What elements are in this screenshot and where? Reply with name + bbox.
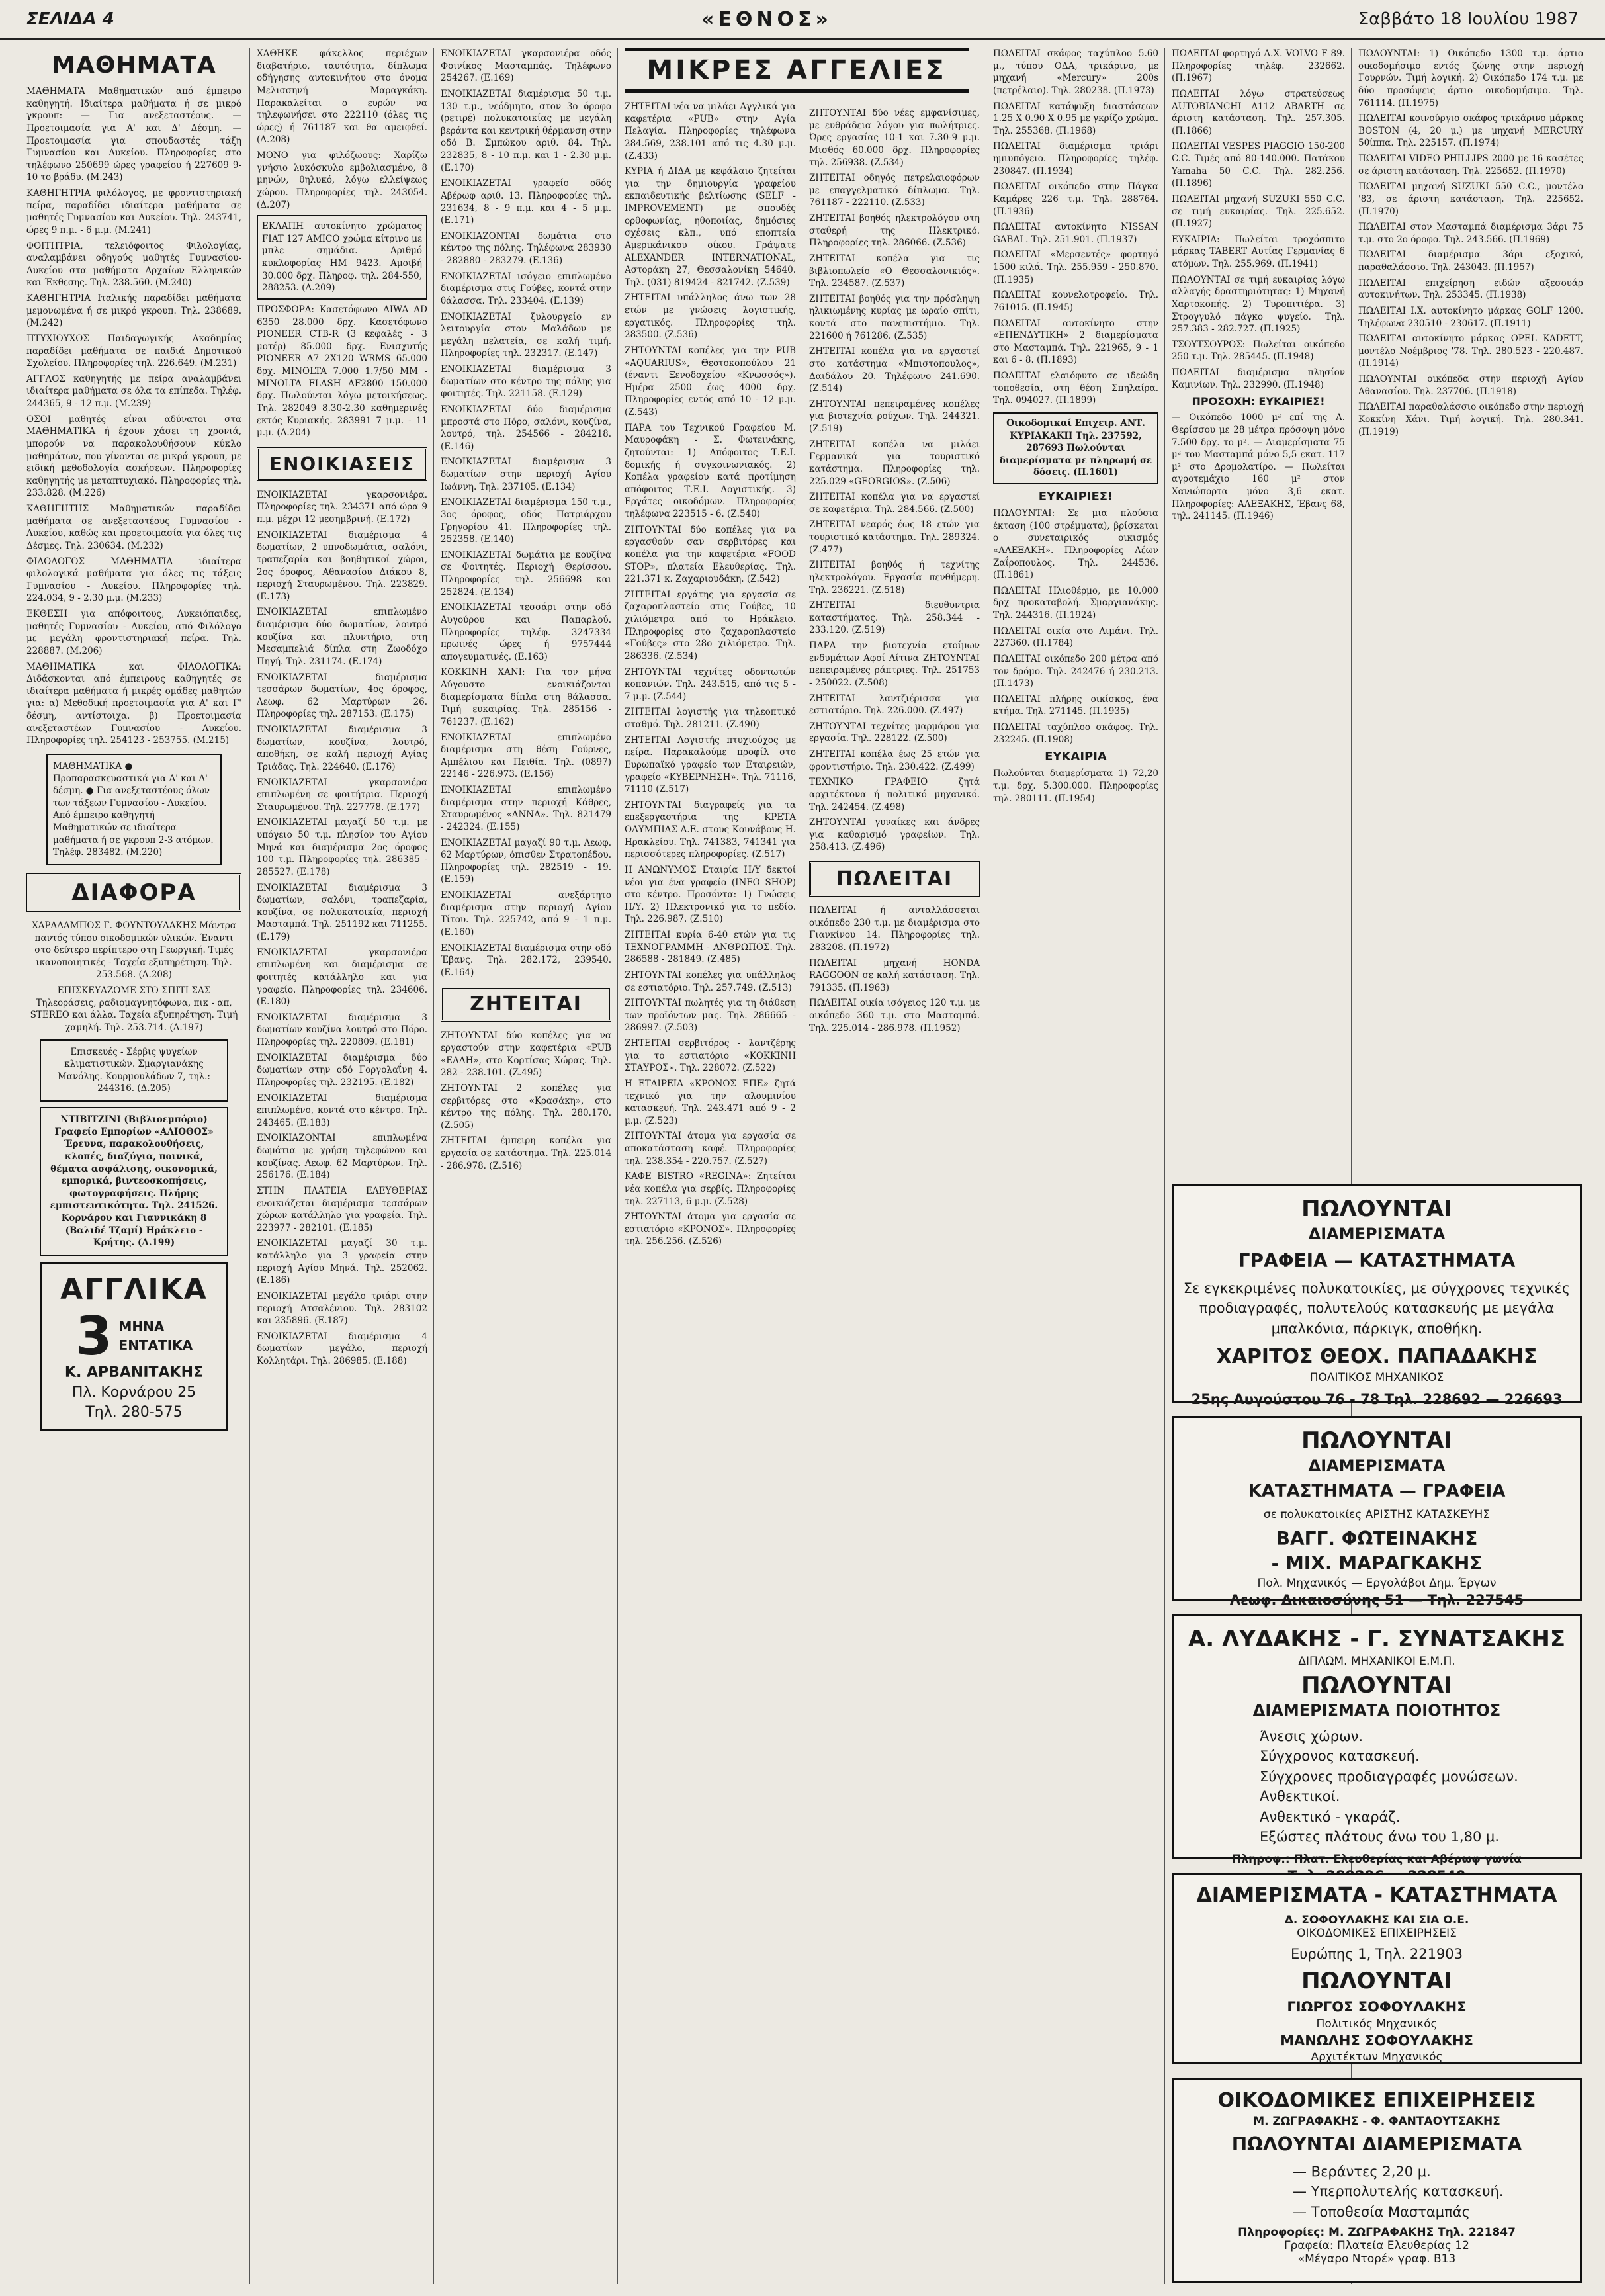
ad-agglika-phone: Τηλ. 280-575 <box>85 1404 183 1421</box>
column-5 <box>809 48 980 2284</box>
ad: ΠΩΛΕΙΤΑΙ ταχύπλοο σκάφος. Τηλ. 232245. (Π.1908) <box>993 722 1158 745</box>
ad: ΦΙΛΟΛΟΓΟΣ ΜΑΘΗΜΑΤΙΑ ιδιαίτερα φιλολογικά μαθήματα για όλες τις τάξεις Γυμνασίου - Λυκείου. Πληροφορίες τηλ. 224.034, 9 - 2.30 μ.μ. (Μ.233) <box>26 556 241 604</box>
section-title-enoikiaseis: ΕΝΟΙΚΙΑΣΕΙΣ <box>257 447 427 481</box>
column-rule <box>249 48 250 2284</box>
ad: ΚΑΘΗΓΗΤΡΙΑ Ιταλικής παραδίδει μαθήματα μεμονωμένα ή σε μικρό γκρουπ. Τηλ. 238689. (Μ.242) <box>26 293 241 329</box>
ad: ΖΗΤΕΙΤΑΙ Λογιστής πτυχιούχος με πείρα. Παρακαλούμε προφίλ στο Ευρωπαϊκό γραφείο των Εταιρειών, γραφείο «ΚΥΒΕΡΝΗΣΗ». Τηλ. 71116, 71110 (Ζ.517) <box>625 734 796 795</box>
newspaper-name: «ΕΘΝΟΣ» <box>701 8 832 31</box>
ad-heading: ΠΩΛΟΥΝΤΑΙ <box>1301 1672 1452 1699</box>
ad: ΕΝΟΙΚΙΑΖΕΤΑΙ μαγαζί 90 τ.μ. Λεωφ. 62 Μαρτύρων, όπισθεν Στρατοπέδου. Πληροφορίες τηλ. 282519 - 19. (Ε.159) <box>441 837 611 885</box>
ad: ΖΗΤΟΥΝΤΑΙ 2 κοπέλες για σερβιτόρες στο «Κρασάκη», στο κέντρο της πόλης. Τηλ. 280.170. (Ζ.505) <box>441 1082 611 1131</box>
ad: ΣΤΗΝ ΠΛΑΤΕΙΑ ΕΛΕΥΘΕΡΙΑΣ ενοικιάζεται διαμέρισμα τεσσάρων χώρων κατάλληλο για γραφεία. Τηλ. 223977 - 282101. (Ε.185) <box>257 1185 427 1233</box>
ad: ΕΝΟΙΚΙΑΖΕΤΑΙ διαμέρισμα 3 δωματίων στην περιοχή Αγίου Ιωάννη. Τηλ. 237105. (Ε.134) <box>441 457 611 492</box>
ad: ΟΣΟΙ μαθητές είναι αδύνατοι στα ΜΑΘΗΜΑΤΙΚΑ ή έχουν χάσει τη χρονιά, μπορούν να παρακολουθήσουν κύκλο μαθημάτων, που γίνονται σε μικρά γκρουπ, με ειδική μεθοδολογία ασκήσεων. Πληροφορίες καθηγητής με μεταπτυχιακό. Πληροφορίες τηλ. 233.828. (Μ.226) <box>26 414 241 499</box>
ad: ΠΩΛΕΙΤΑΙ παραθαλάσσιο οικόπεδο στην περιοχή Κοκκίνη Χάνι. Τιμή λογική. Τηλ. 280.341. (Π.1919) <box>1358 402 1583 437</box>
ad-title: ΠΟΛΙΤΙΚΟΣ ΜΗΧΑΝΙΚΟΣ <box>1309 1371 1444 1385</box>
ad: ΠΩΛΕΙΤΑΙ οικόπεδο 200 μέτρα από τον δρόμο. Τηλ. 242476 ή 230.213. (Π.1473) <box>993 653 1158 689</box>
ad-company-name: Α. ΛΥΔΑΚΗΣ - Γ. ΣΥΝΑΤΣΑΚΗΣ <box>1188 1626 1566 1652</box>
boxed-ad <box>257 215 427 300</box>
ad: ΖΗΤΟΥΝΤΑΙ γυναίκες και άνδρες για καθαρισμό γραφείων. Τηλ. 258.413. (Ζ.496) <box>809 817 980 853</box>
issue-date: Σαββάτο 18 Ιουλίου 1987 <box>1358 9 1579 29</box>
ad: ΕΝΟΙΚΙΑΖΟΝΤΑΙ επιπλωμένα δωμάτια με χρήση τηλεφώνου και κουζίνας. Λεωφ. 62 Μαρτύρων. Τηλ. 256176. (Ε.184) <box>257 1133 427 1181</box>
ad: ΠΩΛΕΙΤΑΙ διαμέρισμα 3άρι εξοχικό, παραθαλάσσιο. Τηλ. 243043. (Π.1957) <box>1358 249 1583 273</box>
boxed-ad-serbis <box>40 1039 228 1102</box>
ad: Επισκευές - Σέρβις ψυγείων κλιματιστικών. Σμαργιανάκης Μανόλης. Κουρμουλάδων 7, τηλ.: 244316. (Δ.205) <box>58 1046 210 1094</box>
section-title-diafora: ΔΙΑΦΟΡΑ <box>26 873 241 912</box>
ad: ΚΥΡΙΑ ή ΔΙΔΑ με κεφάλαιο ζητείται για την δημιουργία γραφείου εκπαιδευτικής βελτίωσης (SELF - IMPROVEMENT) με σπουδές ορθοφωνίας, ηθοποιίας, δημόσιες σχέσεις κλπ., υπό εποπτεία Αμερικάνικου οίκου. Γράψατε ALEXANDER INTERNATIONAL, Αστοράκη 27, Θεσσαλονίκη 54640. Τηλ. (031) 819424 - 821742. (Ζ.539) <box>625 166 796 288</box>
heading-eukairia: ΕΥΚΑΙΡΙΑ <box>1045 750 1107 764</box>
ad: ΠΩΛΕΙΤΑΙ λόγω στρατεύσεως AUTOBIANCHI A112 ABARTH σε άριστη κατάσταση. Τηλ. 257.305. (Π.1866) <box>1172 88 1345 136</box>
display-ad-papadakis <box>1172 1184 1582 1408</box>
column-rule <box>433 48 434 2284</box>
ad: ΠΩΛΕΙΤΑΙ ελαιόφυτο σε ιδεώδη τοποθεσία, στη θέση Σπηλαίρα. Τηλ. 094027. (Π.1899) <box>993 371 1158 406</box>
ad-heading: ΟΙΚΟΔΟΜΙΚΕΣ ΕΠΙΧΕΙΡΗΣΕΙΣ <box>1217 2089 1536 2112</box>
ad-subheading: ΠΩΛΟΥΝΤΑΙ ΔΙΑΜΕΡΙΣΜΑΤΑ <box>1231 2133 1522 2155</box>
ad: ΦΟΙΤΗΤΡΙΑ, τελειόφοιτος Φιλολογίας, αναλαμβάνει οδηγούς μαθητές Γυμνασίου-Λυκείου στα μαθήματα Αρχαίων Ελληνικών και Έκθεσης. Τηλ. 238.560. (Μ.240) <box>26 240 241 288</box>
ad: ΖΗΤΟΥΝΤΑΙ δύο κοπέλες για να εργαστούν στην καφετέρια «PUB «ΕΛΛΗ», στο Κορτίσας Χώρας. Τηλ. 282 - 238.101. (Ζ.495) <box>441 1030 611 1079</box>
ad: ΠΩΛΕΙΤΑΙ μηχανή SUZUKI 550 C.C. σε τιμή ευκαιρίας. Τηλ. 225.652. (Π.1927) <box>1172 193 1345 230</box>
ad: ΠΩΛΕΙΤΑΙ μηχανή HONDA RAGGOON σε καλή κατάσταση. Τηλ. 791335. (Π.1963) <box>809 957 980 993</box>
ad-text: Σε εγκεκριμένες πολυκατοικίες, με σύγχρονες τεχνικές προδιαγραφές, πολυτελούς κατασκευής με μεγάλα μπαλκόνια, πάρκιγκ, αποθήκη. <box>1183 1280 1571 1337</box>
heading-eukairies: ΕΥΚΑΙΡΙΕΣ! <box>1038 490 1113 504</box>
ad-address: Ευρώπης 1, Τηλ. 221903 <box>1290 1946 1463 1962</box>
ad: ΖΗΤΕΙΤΑΙ νέα να μιλάει Αγγλικά για καφετέρια «PUB» στην Αγία Πελαγία. Πληροφορίες τηλέφωνα 284.569, 238.101 από τις 4.30 μ.μ. (Ζ.433) <box>625 101 796 161</box>
display-ad-sofoulakis <box>1172 1873 1582 2064</box>
ad-bullet: — Τοποθεσία Μασταμπάς <box>1293 2203 1470 2220</box>
ad-agglika-sub: ΜΗΝΑ <box>118 1319 165 1335</box>
ad: ΖΗΤΕΙΤΑΙ κοπέλα για τις βιβλιοπωλείο «Ο Θεσσαλονικιός». Τηλ. 234587. (Ζ.537) <box>809 253 980 289</box>
ad: ΖΗΤΕΙΤΑΙ κυρία 6-40 ετών για τις ΤΕΧΝΟΓΡΑΜΜΗ - ΑΝΘΡΩΠΟΣ. Τηλ. 286588 - 281849. (Ζ.485) <box>625 930 796 965</box>
ad: ΕΝΟΙΚΙΑΖΟΝΤΑΙ δωμάτια στο κέντρο της πόλης. Τηλέφωνα 283930 - 282880 - 283279. (Ε.136) <box>441 230 611 266</box>
ad: ΠΩΛΕΙΤΑΙ κουνελοτροφείο. Τηλ. 761015. (Π.1945) <box>993 290 1158 313</box>
ad: ΖΗΤΕΙΤΑΙ κοπέλα να μιλάει Γερμανικά για τουριστικό κατάστημα. Πληροφορίες τηλ. 225.029 «GEORGIOS». (Ζ.506) <box>809 439 980 487</box>
ad: ΠΩΛΕΙΤΑΙ Ι.Χ. αυτοκίνητο μάρκας GOLF 1200. Τηλέφωνα 230510 - 230617. (Π.1911) <box>1358 305 1583 329</box>
display-ad-zografakis <box>1172 2078 1582 2283</box>
ad: ΖΗΤΟΥΝΤΑΙ δύο νέες εμφανίσιμες, με ευθράδεια λόγου για πωλήτριες. Ώρες εργασίας 10-1 και 7.30-9 μ.μ. Μισθός 60.000 δρχ. Πληροφορίες τηλ. 256938. (Ζ.534) <box>809 108 980 168</box>
ad: ΠΑΡΑ του Τεχνικού Γραφείου Μ. Μαυροφάκη - Σ. Φωτεινάκης, ζητούνται: 1) Απόφοιτος Τ.Ε.Ι. δομικής ή συγκοινωνιακός. 2) Κοπέλα γραφείου κατά προτίμηση απόφοιτος Τ.Ε.Ι. Λογιστικής. 3) Εργάτες οικοδόμων. Πληροφορίες τηλέφωνα 223515 - 6. (Ζ.540) <box>625 422 796 519</box>
ad-text: ΔΙΠΛΩΜ. ΜΗΧΑΝΙΚΟΙ Ε.Μ.Π. <box>1298 1655 1455 1668</box>
ad-agglika-address: Πλ. Κορνάρου 25 <box>71 1384 196 1401</box>
ad: Οικοδομικαί Επιχειρ. ΑΝΤ. ΚΥΡΙΑΚΑΚΗ Τηλ. 237592, 287693 Πωλούνται διαμερίσματα με πληρωμή σε δόσεις. (Π.1601) <box>999 418 1152 478</box>
ad: ΠΡΟΣΦΟΡΑ: Κασετόφωνο AIWA AD 6350 28.000 δρχ. Κασετόφωνο PIONEER CTB-R (3 κεφαλές - 3 μοτέρ) 85.000 δρχ. Ενισχυτής PIONEER A7 2X120 WRMS 65.000 δρχ. MINOLTA 7.000 1.7/50 MM - MINOLTA FLASH AF2800 150.000 δρχ. Πωλούνται λόγω μετοικήσεως. Τηλ. 282049 8.30-2.30 καθημερινές εκτός Κυριακής. 283991 7 μ.μ. - 11 μ.μ. (Δ.204) <box>257 304 427 439</box>
ad-title: Αρχιτέκτων Μηχανικός <box>1311 2051 1443 2064</box>
ad-agglika-sub: ΕΝΤΑΤΙΚΑ <box>118 1337 193 1353</box>
ad: ΖΗΤΟΥΝΤΑΙ διαγραφείς για τα επεξεργαστήρια της ΚΡΕΤΑ ΟΛΥΜΠΙΑΣ Α.Ε. στους Κουνάβους Η. Ηρακλείου. Τηλ. 741383, 741341 για περισσότερες πληροφορίες. (Ζ.517) <box>625 799 796 860</box>
ad-address: «Μέγαρο Ντορέ» γραφ. Β13 <box>1297 2252 1456 2266</box>
ad: ΕΝΟΙΚΙΑΖΕΤΑΙ γκαρσονιέρα οδός Φοινίκος Μασταμπάς. Τηλέφωνο 254267. (Ε.169) <box>441 48 611 84</box>
ad-bullet: Σύγχρονες προδιαγραφές μονώσεων. <box>1260 1768 1518 1785</box>
ad-subheading: ΓΡΑΦΕΙΑ — ΚΑΤΑΣΤΗΜΑΤΑ <box>1238 1250 1516 1272</box>
ad: ΠΑΡΑ την βιοτεχνία ετοίμων ενδυμάτων Αφοί Λίτινα ΖΗΤΟΥΝΤΑΙ πεπειραμένες ράπτριες. Τηλ. 251753 - 250022. (Ζ.508) <box>809 640 980 688</box>
ad: ΕΝΟΙΚΙΑΖΕΤΑΙ δύο διαμέρισμα μπροστά στο Πόρο, σαλόνι, κουζίνα, λουτρό, τηλ. 254566 - 284218. (Ε.146) <box>441 404 611 452</box>
ad-company-name: Μ. ΖΩΓΡΑΦΑΚΗΣ - Φ. ΦΑΝΤΑΟΥΤΣΑΚΗΣ <box>1253 2115 1500 2128</box>
ad-heading: ΠΩΛΟΥΝΤΑΙ <box>1301 1196 1452 1222</box>
ad: ΠΩΛΕΙΤΑΙ ή ανταλλάσσεται οικόπεδο 230 τ.μ. με διαμέρισμα στο Γιανκίνου 14. Πληροφορίες τηλ. 283208. (Π.1972) <box>809 905 980 953</box>
ad-text: σε πολυκατοικίες ΑΡΙΣΤΗΣ ΚΑΤΑΣΚΕΥΗΣ <box>1263 1508 1491 1521</box>
ad-person: ΓΙΩΡΓΟΣ ΣΟΦΟΥΛΑΚΗΣ <box>1287 1999 1467 2015</box>
ad: ΠΩΛΟΥΝΤΑΙ σε τιμή ευκαιρίας λόγω αλλαγής δραστηριότητας: 1) Μηχανή Χαρτοκοπής. 2) Τυροπιτιέρα. 3) Στρογγυλό πάγκο ψυγείο. Τηλ. 257.383 - 282.727. (Π.1925) <box>1172 274 1345 335</box>
ad: ΜΟΝΟ για φιλόζωους: Χαρίζω γνήσιο λυκόσκυλο εμβολιασμένο, 8 μηνών, θηλυκό, λόγω ελλείψεως χώρου. Πληροφορίες τηλ. 243054. (Δ.207) <box>257 150 427 210</box>
ad: ΠΩΛΕΙΤΑΙ «Μερσεντές» φορτηγό 1500 κιλά. Τηλ. 255.959 - 250.870. (Π.1935) <box>993 249 1158 285</box>
ad-address: Γραφεία: Πλατεία Ελευθερίας 12 <box>1284 2239 1469 2253</box>
ad: ΖΗΤΕΙΤΑΙ βοηθός ηλεκτρολόγου στη σταθερή της Ηλεκτρικό. Πληροφορίες τηλ. 286066. (Ζ.536) <box>809 213 980 249</box>
ad-company-name: ΒΑΓΓ. ΦΩΤΕΙΝΑΚΗΣ <box>1276 1528 1478 1550</box>
ad-text: Πολ. Μηχανικός — Εργολάβοι Δημ. Έργων <box>1257 1577 1497 1590</box>
ad: ΠΩΛΕΙΤΑΙ επιχείρηση ειδών αξεσουάρ αυτοκινήτων. Τηλ. 253345. (Π.1938) <box>1358 277 1583 301</box>
ad-agglika-person: Κ. ΑΡΒΑΝΙΤΑΚΗΣ <box>64 1364 204 1381</box>
banner-mikres-aggelies: ΜΙΚΡΕΣ ΑΓΓΕΛΙΕΣ <box>625 48 969 93</box>
ad: ΠΩΛΕΙΤΑΙ διαμέρισμα πλησίον Καμινίων. Τηλ. 232990. (Π.1948) <box>1172 367 1345 390</box>
ad: ΖΗΤΕΙΤΑΙ κοπέλα για να εργαστεί σε καφετέρια. Τηλ. 284.566. (Ζ.500) <box>809 492 980 515</box>
ad: Η ΕΤΑΙΡΕΙΑ «ΚΡΟΝΟΣ ΕΠΕ» ζητά τεχνικό για την αλουμινίου κατασκευή. Τηλ. 243.471 από 9 - 2 μ.μ. (Ζ.523) <box>625 1078 796 1126</box>
ad-bullet-list <box>1180 2162 1573 2222</box>
display-ad-foteinakis <box>1172 1416 1582 1608</box>
ad-subheading: ΠΩΛΟΥΝΤΑΙ <box>1301 1968 1452 1995</box>
ad-address: 25ης Αυγούστου 76 - 78 Τηλ. 228692 — 226693 <box>1191 1391 1563 1408</box>
ad: ΜΑΘΗΜΑΤΑ Μαθηματικών από έμπειρο καθηγητή. Ιδιαίτερα μαθήματα ή σε μικρό γκρουπ: — Για ανεξεταστέους. — Προετοιμασία για Α' και Δ' Δέσμη. — Προετοιμασία για σπουδαστές τάξη Γυμνασίου και Λυκείου. Πληροφορίες στο τηλέφωνο 250699 ώρες γραφείου ή 227609 9-10 το βράδυ. (Μ.243) <box>26 86 241 183</box>
ad: ΕΝΟΙΚΙΑΖΕΤΑΙ διαμέρισμα 3 δωματίων κουζίνα λουτρό στο Πόρο. Πληροφορίες τηλ. 220809. (Ε.181) <box>257 1012 427 1047</box>
ad: ΠΩΛΟΥΝΤΑΙ οικόπεδα στην περιοχή Αγίου Αθανασίου. Τηλ. 237706. (Π.1918) <box>1358 374 1583 397</box>
ad: ΕΝΟΙΚΙΑΖΕΤΑΙ γραφείο οδός Αβέρωφ αριθ. 13. Πληροφορίες τηλ. 231634, 8 - 9 π.μ. και 4 - 5 μ.μ. (Ε.171) <box>441 178 611 226</box>
display-ad-lydakis <box>1172 1614 1582 1866</box>
ad-heading: ΔΙΑΜΕΡΙΣΜΑΤΑ - ΚΑΤΑΣΤΗΜΑΤΑ <box>1196 1884 1557 1907</box>
column-rule <box>617 48 618 2284</box>
ad-agglika <box>40 1262 228 1431</box>
section-title-zitountai: ΖΗΤΕΙΤΑΙ <box>441 987 611 1022</box>
ad: ΖΗΤΟΥΝΤΑΙ πωλητές για τη διάθεση των προϊόντων μας. Τηλ. 286665 - 286997. (Ζ.503) <box>625 998 796 1034</box>
section-title-mathimata: ΜΑΘΗΜΑΤΑ <box>52 52 216 79</box>
column-6 <box>993 48 1158 2284</box>
ad: ΠΩΛΕΙΤΑΙ πλήρης οικίσκος, ένα κτήμα. Τηλ. 271145. (Π.1935) <box>993 693 1158 717</box>
ad-person: ΜΑΝΩΛΗΣ ΣΟΦΟΥΛΑΚΗΣ <box>1280 2032 1473 2049</box>
ad-subheading: ΔΙΑΜΕΡΙΣΜΑΤΑ <box>1308 1456 1446 1475</box>
ad: ΕΝΟΙΚΙΑΖΕΤΑΙ μαγαζί 30 τ.μ. κατάλληλο για 3 γραφεία στην περιοχή Αγίου Μηνά. Τηλ. 252062. (Ε.186) <box>257 1238 427 1286</box>
ad: ΧΑΘΗΚΕ φάκελλος περιέχων διαβατήριο, ταυτότητα, δίπλωμα οδήγησης αυτοκινήτου στο όνομα Μελισσηνή Μαραγκάκη. Παρακαλείται ο ευρών να τηλεφωνήσει στο 222110 (όλες τις ώρες) ή 761187 και θα αμειφθεί. (Δ.208) <box>257 48 427 146</box>
ad-company-name: ΧΑΡΙΤΟΣ ΘΕΟΧ. ΠΑΠΑΔΑΚΗΣ <box>1216 1345 1538 1369</box>
ad: ΖΗΤΕΙΤΑΙ εργάτης για εργασία σε ζαχαροπλαστείο στις Γούβες, 10 χιλιόμετρα από το Ηράκλειο. Πληροφορίες στο ζαχαροπλαστείο «Γούβες» στο 28ο χιλιόμετρο. Τηλ. 286336. (Ζ.534) <box>625 589 796 662</box>
ad: ΖΗΤΕΙΤΑΙ κοπέλα για να εργαστεί στο κατάστημα «Μπιστοπουλος», Δαιδάλου 20. Τηλέφωνο 241.690. (Ζ.514) <box>809 346 980 394</box>
ad: ΕΝΟΙΚΙΑΖΕΤΑΙ διαμέρισμα 3 δωματίων στο κέντρο της πόλης για φοιτητές. Τηλ. 221158. (Ε.129) <box>441 364 611 400</box>
ad: ΕΝΟΙΚΙΑΖΕΤΑΙ δωμάτια με κουζίνα σε Φοιτητές. Περιοχή Θερίσσου. Πληροφορίες τηλ. 256698 και 252824. (Ε.134) <box>441 549 611 597</box>
ad-bullet: — Υπερπολυτελής κατασκευή. <box>1293 2184 1504 2200</box>
ad: ΖΗΤΕΙΤΑΙ έμπειρη κοπέλα για εργασία σε κατάστημα. Τηλ. 225.014 - 286.978. (Ζ.516) <box>441 1135 611 1171</box>
ad: ΕΝΟΙΚΙΑΖΕΤΑΙ διαμέρισμα 4 δωματίων μεγάλο, περιοχή Κολλητάρι. Τηλ. 286985. (Ε.188) <box>257 1331 427 1366</box>
ad: ΕΝΟΙΚΙΑΖΕΤΑΙ διαμέρισμα 3 δωματίων, σαλόνι, τραπεζαρία, κουζίνα, σε πολυκατοικία, περιοχή Μασταμπά. Τηλ. 251192 και 711255. (Ε.179) <box>257 882 427 942</box>
ad: ΕΝΟΙΚΙΑΖΕΤΑΙ διαμέρισμα 3 δωματίων, κουζίνα, λουτρό, αποθήκη, σε καλή περιοχή Αγίας Τριάδας. Τηλ. 224640. (Ε.176) <box>257 725 427 772</box>
column-7 <box>1172 48 1345 1212</box>
ad: ΠΩΛΕΙΤΑΙ φορτηγό Δ.Χ. VOLVO F 89. Πληροφορίες τηλέφ. 232662. (Π.1967) <box>1172 48 1345 84</box>
ad: ΕΝΟΙΚΙΑΖΕΤΑΙ ισόγειο επιπλωμένο διαμέρισμα στις Γούβες, κοντά στην θάλασσα. Τηλ. 233404. (Ε.139) <box>441 271 611 306</box>
ad: ΕΝΟΙΚΙΑΖΕΤΑΙ επιπλωμένο διαμέρισμα στη θέση Γούρνες, Αμπέλιου και Πειθία. Τηλ. (0897) 22146 - 226.973. (Ε.156) <box>441 732 611 780</box>
ad: ΠΩΛΕΙΤΑΙ VESPES PIAGGIO 150-200 C.C. Τιμές από 80-140.000. Πατάκου Yamaha 50 C.C. Τηλ. 282.256. (Π.1896) <box>1172 141 1345 189</box>
ad: Πωλούνται διαμερίσματα 1) 72,20 τ.μ. δρχ. 5.300.000. Πληροφορίες τηλ. 280111. (Π.1954) <box>993 768 1158 804</box>
ad: ΖΗΤΟΥΝΤΑΙ πεπειραμένες κοπέλες για βιοτεχνία ρούχων. Τηλ. 244321. (Ζ.519) <box>809 398 980 434</box>
ad: ΕΝΟΙΚΙΑΖΕΤΑΙ επιπλωμένο διαμέρισμα στην περιοχή Κάθρες, Σταυρωμένος «ANNA». Τηλ. 821479 - 242324. (Ε.155) <box>441 785 611 832</box>
ad-heading: ΠΩΛΟΥΝΤΑΙ <box>1301 1427 1452 1454</box>
ad: ΚΑΦΕ BISTRO «REGINA»: Ζητείται νέα κοπέλα για σερβίς. Πληροφορίες τηλ. 227113, 6 μ.μ. (Ζ.528) <box>625 1171 796 1207</box>
ad: ΠΩΛΕΙΤΑΙ VIDEO PHILLIPS 2000 με 16 κασέτες σε άριστη κατάσταση. Τηλ. 225652. (Π.1970) <box>1358 154 1583 177</box>
ad: ΑΓΓΛΟΣ καθηγητής με πείρα αναλαμβάνει ιδιαίτερα μαθήματα σε όλα τα επίπεδα. Τηλέφ. 244365, 9 - 12 π.μ. (Μ.239) <box>26 373 241 409</box>
ad-agglika-title: ΑΓΓΛΙΚΑ <box>60 1272 208 1306</box>
ad: ΚΑΘΗΓΗΤΡΙΑ φιλόλογος, με φροντιστηριακή πείρα, παραδίδει ιδιαίτερα μαθήματα σε μαθητές Γυμνασίου και Λυκείου. Τηλ. 243741, ώρες 9 π.μ. - 6 μ.μ. (Μ.241) <box>26 188 241 236</box>
heading-prosoxi: ΠΡΟΣΟΧΗ: ΕΥΚΑΙΡΙΕΣ! <box>1192 395 1325 408</box>
ad: ΕΝΟΙΚΙΑΖΕΤΑΙ διαμέρισμα στην οδό Έβανς. Τηλ. 282.172, 239540. (Ε.164) <box>441 942 611 978</box>
ad: ΠΩΛΕΙΤΑΙ κοινούργιο σκάφος τρικάρινο μάρκας BOSTON (4, 20 μ.) με μηχανή MERCURY 50ίππα. Τηλ. 225157. (Π.1974) <box>1358 113 1583 149</box>
ad: ΖΗΤΕΙΤΑΙ κοπέλα έως 25 ετών για φροντιστήριο. Τηλ. 230.422. (Ζ.499) <box>809 749 980 772</box>
ad: ΖΗΤΟΥΝΤΑΙ άτομα για εργασία σε αποκατάσταση καφέ. Πληροφορίες τηλ. 238.354 - 220.757. (Ζ.527) <box>625 1131 796 1167</box>
ad-subheading: ΔΙΑΜΕΡΙΣΜΑΤΑ <box>1308 1225 1446 1243</box>
ad: ΕΥΚΑΙΡΙΑ: Πωλείται τροχόσπιτο μάρκας TABERT Αυτίας Γερμανίας 6 ατόμων. Τηλ. 255.969. (Π.1941) <box>1172 234 1345 269</box>
ad: ΠΩΛΕΙΤΑΙ μηχανή SUZUKI 550 C.C., μοντέλο '83, σε άριστη κατάσταση. Τηλ. 225652. (Π.1970) <box>1358 181 1583 217</box>
ad: ΕΝΟΙΚΙΑΖΕΤΑΙ διαμέρισμα 4 δωματίων, 2 υπνοδωμάτια, σαλόνι, τραπεζαρία και βοηθητικοί χώροι, 2ος όροφος, Αθανασίου Διάκου 8, περιοχή Σταυρωμένου. Τηλ. 223829. (Ε.173) <box>257 529 427 602</box>
ad: ΜΑΘΗΜΑΤΙΚΑ και ΦΙΛΟΛΟΓΙΚΑ: Διδάσκονται από έμπειρους καθηγητές σε ιδιαίτερα μαθήματα ή μικρές ομάδες μαθητών για: α) Μεθοδική προετοιμασία για Α' και Γ' δέσμη, αντίστοιχα. β) Προετοιμασία ανεξεταστέων Γυμνασίου - Λυκείου. Πληροφορίες τηλ. 254123 - 253755. (Μ.215) <box>26 661 241 746</box>
ad: ΤΣΟΥΤΣΟΥΡΟΣ: Πωλείται οικόπεδο 250 τ.μ. Τηλ. 285445. (Π.1948) <box>1172 339 1345 363</box>
ad: ΕΝΟΙΚΙΑΖΕΤΑΙ μαγαζί 50 τ.μ. με υπόγειο 50 τ.μ. πλησίον του Αγίου Μηνά και διαμέρισμα 2ος όροφος 100 τ.μ. Πληροφορίες τηλ. 286385 - 285527. (Ε.178) <box>257 817 427 877</box>
ad: ΖΗΤΕΙΤΑΙ βοηθός ή τεχνίτης ηλεκτρολόγου. Εργασία πενθήμερη. Τηλ. 236221. (Ζ.518) <box>809 560 980 596</box>
ad: ΕΝΟΙΚΙΑΖΕΤΑΙ διαμέρισμα 150 τ.μ., 3ος όροφος, οδός Πατριάρχου Γρηγορίου 41. Πληροφορίες τηλ. 252358. (Ε.140) <box>441 497 611 545</box>
ad: ΖΗΤΟΥΝΤΑΙ άτομα για εργασία σε εστιατόριο «ΚΡΟΝΟΣ». Πληροφορίες τηλ. 256.256. (Ζ.526) <box>625 1212 796 1247</box>
ad: — Οικόπεδο 1000 μ² επί της Α. Θερίσσου με 28 μέτρα πρόσοψη μόνο 7.500 δρχ. το μ². — Διαμερίσματα 75 μ² του Μασταμπά μόνο 5,5 εκατ. 117 μ² στο Δρομολατίρο. — Πωλείται αγροτεμάχιο 160 μ² στον Χανιώπορτα μόνο 3,6 εκατ. Πληροφορίες: ΑΛΕΞΑΚΗΣ, Έβανς 68, τηλ. 241145. (Π.1946) <box>1172 412 1345 522</box>
ad: ΖΗΤΟΥΝΤΑΙ τεχνίτες μαρμάρου για εργασία. Τηλ. 228122. (Ζ.500) <box>809 721 980 744</box>
column-1 <box>26 48 241 2284</box>
page-number: ΣΕΛΙΔΑ 4 <box>26 9 114 29</box>
ad-agglika-number: 3 <box>75 1305 112 1367</box>
boxed-ad-ntivitzini <box>40 1107 228 1256</box>
column-3 <box>441 48 611 2284</box>
ad: ΕΝΟΙΚΙΑΖΕΤΑΙ γκαρσονιέρα επιπλωμένη σε φοιτήτρια. Περιοχή Σταυρωμένου. Τηλ. 227778. (Ε.177) <box>257 777 427 813</box>
ad: ΖΗΤΕΙΤΑΙ οδηγός πετρελαιοφόρων με επαγγελματικό δίπλωμα. Τηλ. 761187 - 222110. (Ζ.533) <box>809 173 980 208</box>
ad: Η ΑΝΩΝΥΜΟΣ Εταιρία Η/Υ δεκτοί νέοι για ένα γραφείο (INFO SHOP) στο κέντρο. Προσόντα: 1) Γνώσεις Η/Υ. 2) Ηλεκτρονικό για το πεδίο. Τηλ. 226.987. (Ζ.510) <box>625 864 796 925</box>
ad: ΖΗΤΟΥΝΤΑΙ δύο κοπέλες για να εργασθούν σαν σερβιτόρες και κοπέλα για την καφετέρια «FOOD STOP», πλατεία Ελευθερίας. Τηλ. 221.371 κ. Ζαχαριουδάκη. (Ζ.542) <box>625 524 796 585</box>
column-rule <box>1164 48 1165 2284</box>
column-8 <box>1358 48 1583 1212</box>
ad-address: Λεωφ. Δικαιοσύνης 51 — Τηλ. 227545 <box>1229 1592 1524 1608</box>
ad: ΠΩΛΕΙΤΑΙ κατάψυξη διαστάσεων 1.25 Χ 0.90 Χ 0.95 με γκρίζο χρώμα. Τηλ. 255368. (Π.1968) <box>993 101 1158 136</box>
ad-bullet: Ανθεκτικοί. <box>1260 1788 1340 1805</box>
ad: ΚΟΚΚΙΝΗ ΧΑΝΙ: Για τον μήνα Αύγουστο ενοικιάζονται διαμερίσματα δίπλα στη θάλασσα. Τιμή ευκαιρίας. Τηλ. 285156 - 761237. (Ε.162) <box>441 667 611 727</box>
ad: ΕΝΟΙΚΙΑΖΕΤΑΙ τεσσάρι στην οδό Αυγούρου και Παπαρλού. Πληροφορίες τηλέφ. 3247334 πρωινές ώρες ή 9757444 απογευματινές. (Ε.163) <box>441 602 611 662</box>
ad: ΖΗΤΕΙΤΑΙ βοηθός για την πρόσληψη ηλικιωμένης κυρίας με ωραίο σπίτι, κοντά στο πανεπιστήμιο. Τηλ. 221600 ή 761286. (Ζ.535) <box>809 293 980 341</box>
ad: ΚΑΘΗΓΗΤΗΣ Μαθηματικών παραδίδει μαθήματα σε ανεξεταστέους Γυμνασίου - Λυκείου, καθώς και προετοιμασία για όλες τις Δέσμες. Τηλ. 230634. (Μ.232) <box>26 504 241 551</box>
ad: ΖΗΤΕΙΤΑΙ λαντζιέρισσα για εστιατόριο. Τηλ. 226.000. (Ζ.497) <box>809 693 980 717</box>
ad: ΕΝΟΙΚΙΑΖΕΤΑΙ διαμέρισμα επιπλωμένο, κοντά στο κέντρο. Τηλ. 243465. (Ε.183) <box>257 1092 427 1128</box>
ad-subheading: ΚΑΤΑΣΤΗΜΑΤΑ — ΓΡΑΦΕΙΑ <box>1248 1481 1506 1501</box>
ad: ΧΑΡΑΛΑΜΠΟΣ Γ. ΦΟΥΝΤΟΥΛΑΚΗΣ Μάντρα παντός τύπου οικοδομικών υλικών. Έναντι στο δεύτερο περίπτερο στη Γεωργική. Τιμές ικανοποιητικές - Ταχεία εξυπηρέτηση. Τηλ. 253.568. (Δ.208) <box>32 920 236 981</box>
ad: ΕΝΟΙΚΙΑΖΕΤΑΙ διαμέρισμα 50 τ.μ. 130 τ.μ., νεόδμητο, στον 3ο όροφο (ρετιρέ) πολυκατοικίας με μεγάλη βεράντα και κεντρική θέρμανση στην οδό Β. Σμπώκου αριθ. 84. Τηλ. 232835, 8 - 10 π.μ. και 1 - 2.30 μ.μ. (Ε.170) <box>441 88 611 173</box>
ad-bullet-list <box>1180 1726 1573 1847</box>
ad-title: Πολιτικός Μηχανικός <box>1316 2017 1438 2031</box>
ad-subheading: ΔΙΑΜΕΡΙΣΜΑΤΑ ΠΟΙΟΤΗΤΟΣ <box>1252 1701 1501 1720</box>
ad: ΠΤΥΧΙΟΥΧΟΣ Παιδαγωγικής Ακαδημίας παραδίδει μαθήματα σε παιδιά Δημοτικού Σχολείου. Πληροφορίες τηλ. 226.649. (Μ.231) <box>26 333 241 369</box>
ad: ΖΗΤΕΙΤΑΙ λογιστής για τηλεοπτικό σταθμό. Τηλ. 281211. (Ζ.490) <box>625 707 796 730</box>
ad: ΖΗΤΕΙΤΑΙ διευθυντρια καταστήματος. Τηλ. 258.344 - 233.120. (Ζ.519) <box>809 600 980 636</box>
ad-bullet: Σύγχρονος κατασκευή. <box>1260 1748 1420 1765</box>
ad: ΕΝΟΙΚΙΑΖΕΤΑΙ μεγάλο τριάρι στην περιοχή Ατσαλένιου. Τηλ. 283102 και 235896. (Ε.187) <box>257 1290 427 1327</box>
ad: ΖΗΤΕΙΤΑΙ σερβιτόρος - λαντζέρης για το εστιατόριο «ΚΟΚΚΙΝΗ ΣΤΑΥΡΟΣ». Τηλ. 228072. (Ζ.522) <box>625 1038 796 1074</box>
ad: ΠΩΛΕΙΤΑΙ οικία ισόγειος 120 τ.μ. με οικόπεδο 360 τ.μ. στο Μασταμπά. Τηλ. 225.014 - 286.978. (Π.1952) <box>809 998 980 1034</box>
ad: ΠΩΛΕΙΤΑΙ Ηλιοθέρμο, με 10.000 δρχ προκαταβολή. Σμαργιανάκης. Τηλ. 244316. (Π.1924) <box>993 585 1158 621</box>
ad: ΕΝΟΙΚΙΑΖΕΤΑΙ γκαρσονιέρα επιπλωμένη και διαμέρισμα σε φοιτητές κατάλληλο και για γραφείο. Πληροφορίες τηλ. 234606. (Ε.180) <box>257 947 427 1008</box>
boxed-ad-mathimatika <box>46 754 222 865</box>
boxed-ad-kyriakaki <box>993 412 1158 484</box>
ad: ΠΩΛΕΙΤΑΙ αυτοκίνητο μάρκας OPEL KADETT, μοντέλο Νοέμβριος '78. Τηλ. 280.523 - 220.487. (Π.1914) <box>1358 333 1583 369</box>
ad: ΝΤΙΒΙΤΖΙΝΙ (Βιβλιοεμπόριο) Γραφείο Εμπορίων «ΑΛΙΟΘΟΣ» Έρευνα, παρακολουθήσεις, κλοπές, διαζύγια, ποινικά, θέματα ασφάλισης, οικονομικά, εμπορικά, βιντεοσκοπήσεις, φωτογραφήσεις. Πλήρης εμπιστευτικότητα. Τηλ. 241526. Κορνάρου και Γιαννικάκη 8 (Βαλιδέ Τζαμί) Ηράκλειο - Κρήτης. (Δ.199) <box>50 1114 218 1249</box>
ad-bullet: — Βεράντες 2,20 μ. <box>1293 2164 1431 2180</box>
ad: ΠΩΛΕΙΤΑΙ οικία στο Λιμάνι. Τηλ. 227360. (Π.1784) <box>993 625 1158 649</box>
ad: ΕΚΘΕΣΗ για απόφοιτους, Λυκειόπαιδες, μαθητές Γυμνασίου - Λυκείου, από Φιλόλογο με μεγάλη φροντιστηριακή πείρα. Τηλ. 228887. (Μ.206) <box>26 609 241 656</box>
ad: ΠΩΛΟΥΝΤΑΙ: Σε μια πλούσια έκταση (100 στρέμματα), βρίσκεται ο συνεταιρικός οικισμός «ΑΛΕΞΑΚΗ». Πληροφορίες Λέων Ζαΐροπουλος. Τηλ. 244536. (Π.1861) <box>993 508 1158 581</box>
ad: ΠΩΛΕΙΤΑΙ στον Μασταμπά διαμέρισμα 3άρι 75 τ.μ. στο 2ο όροφο. Τηλ. 243.566. (Π.1969) <box>1358 222 1583 245</box>
ad-bullet: Ανθεκτικό - γκαράζ. <box>1260 1808 1401 1825</box>
section-title-poleitai: ΠΩΛΕΙΤΑΙ <box>809 861 980 897</box>
ad: ΕΝΟΙΚΙΑΖΕΤΑΙ επιπλωμένο διαμέρισμα δύο δωματίων, λουτρό κουζίνα και πλυντήριο, στη Μεσαμπελιά δίπλα στη Ζωοδόχο Πηγή. Τηλ. 231174. (Ε.174) <box>257 607 427 667</box>
page-header <box>0 0 1605 40</box>
ad: ΖΗΤΟΥΝΤΑΙ κοπέλες για την PUB «AQUARIUS», Θεοτοκοπούλου 21 (έναντι Ξενοδοχείου «Κνωσσός»). Ημέρα 2500 έως 4000 δρχ. Πληροφορίες εντός από 10 - 12 μ.μ. (Ζ.543) <box>625 345 796 418</box>
ad-company-name: Δ. ΣΟΦΟΥΛΑΚΗΣ ΚΑΙ ΣΙΑ Ο.Ε. <box>1284 1914 1469 1927</box>
ad: ΕΝΟΙΚΙΑΖΕΤΑΙ ξυλουργείο εν λειτουργία στον Μαλάδων με μεγάλη πελατεία, σε καλή τιμή. Πληροφορίες τηλ. 232317. (Ε.147) <box>441 311 611 359</box>
column-2 <box>257 48 427 2284</box>
ad: ΕΝΟΙΚΙΑΖΕΤΑΙ γκαρσονιέρα. Πληροφορίες τηλ. 234371 από ώρα 9 π.μ. μέχρι 12 μεσημβρινή. (Ε.172) <box>257 489 427 525</box>
ad: ΖΗΤΟΥΝΤΑΙ κοπέλες για υπάλληλος σε εστιατόριο. Τηλ. 257.749. (Ζ.513) <box>625 969 796 993</box>
ad: ΖΗΤΟΥΝΤΑΙ τεχνίτες οδοντωτών κοπανιών. Τηλ. 243.515, από τις 5 - 7 μ.μ. (Ζ.544) <box>625 666 796 702</box>
ad: ΠΩΛΕΙΤΑΙ σκάφος ταχύπλοο 5.60 μ., τύπου ΟΔΑ, τρικάρινο, με μηχανή «Mercury» 200s (πετρέλαιο). Τηλ. 280238. (Π.1973) <box>993 48 1158 96</box>
ad: ΜΑΘΗΜΑΤΙΚΑ ● Προπαρασκευαστικά για Α' και Δ' δέσμη. ● Για ανεξεταστέους όλων των τάξεων Γυμνασίου - Λυκείου. Από έμπειρο καθηγητή Μαθηματικών σε ιδιαίτερα μαθήματα ή σε γκρουπ 2-3 ατόμων. Τηλέφ. 283482. (Μ.220) <box>53 760 214 858</box>
ad-bullet: Άνεσις χώρων. <box>1260 1728 1364 1744</box>
ad: ΕΝΟΙΚΙΑΖΕΤΑΙ διαμέρισμα τεσσάρων δωματίων, 4ος όροφος, Λεωφ. 62 Μαρτύρων 26. Πληροφορίες τηλ. 287153. (Ε.175) <box>257 672 427 720</box>
ad: ΕΝΟΙΚΙΑΖΕΤΑΙ ανεξάρτητο διαμέρισμα στην περιοχή Αγίου Τίτου. Τηλ. 225742, από 9 - 1 π.μ. (Ε.160) <box>441 890 611 938</box>
ad: ΠΩΛΕΙΤΑΙ διαμέρισμα τριάρι ημιυπόγειο. Πληροφορίες τηλέφ. 230847. (Π.1934) <box>993 141 1158 177</box>
ad: ΠΩΛΟΥΝΤΑΙ: 1) Οικόπεδο 1300 τ.μ. άρτιο οικοδομήσιμο εντός ζώνης στην περιοχή Γουρνών. Τιμή λογική. 2) Οικόπεδο 174 τ.μ. με δύο προσόψεις άρτιο οικοδομήσιμο. Τηλ. 761114. (Π.1975) <box>1358 48 1583 109</box>
ad: ΠΩΛΕΙΤΑΙ αυτοκίνητο στην «ΕΠΕΝΔΥΤΙΚΗ» 2 διαμερίσματα στο Μασταμπά. Τηλ. 221965, 9 - 1 και 6 - 8. (Π.1893) <box>993 318 1158 366</box>
ad: ΖΗΤΕΙΤΑΙ νεαρός έως 18 ετών για τουριστικό κατάστημα. Τηλ. 289324. (Ζ.477) <box>809 519 980 555</box>
ad-text: ΟΙΚΟΔΟΜΙΚΕΣ ΕΠΙΧΕΙΡΗΣΕΙΣ <box>1297 1927 1457 1940</box>
ad-text: Πληροφορίες: Μ. ΖΩΓΡΑΦΑΚΗΣ Τηλ. 221847 <box>1238 2226 1516 2240</box>
ad-bullet: Εξώστες πλάτους άνω του 1,80 μ. <box>1260 1829 1500 1845</box>
ad-address: Πληροφ.: Πλατ. Ελευθερίας και Αβέρωφ γωνία <box>1232 1852 1522 1866</box>
ad: ΕΚΛΑΠΗ αυτοκίνητο χρώματος FIAT 127 AMICO χρώμα κίτρινο με μπλε σημάδια. Αριθμό κυκλοφορίας ΗΜ 9423. Αμοιβή 30.000 δρχ. Πληροφ. τηλ. 284-550, 288253. (Δ.209) <box>262 221 422 294</box>
ad: ΕΝΟΙΚΙΑΖΕΤΑΙ διαμέρισμα δύο δωματίων στην οδό Γοργολαΐνη 4. Πληροφορίες τηλ. 232195. (Ε.182) <box>257 1052 427 1088</box>
ad-company-name: - ΜΙΧ. ΜΑΡΑΓΚΑΚΗΣ <box>1271 1552 1483 1574</box>
ad: ΕΠΙΣΚΕΥΑΖΟΜΕ ΣΤΟ ΣΠΙΤΙ ΣΑΣ Τηλεοράσεις, ραδιομαγνητόφωνα, πικ - απ, STEREO και άλλα. Ταχεία εξυπηρέτηση. Τιμή χαμηλή. Τηλ. 253.714. (Δ.197) <box>30 985 238 1033</box>
ad: ΖΗΤΕΙΤΑΙ υπάλληλος άνω των 28 ετών με γνώσεις λογιστικής, εργατικός. Πληροφορίες τηλ. 283500. (Ζ.536) <box>625 292 796 341</box>
ad: ΠΩΛΕΙΤΑΙ οικόπεδο στην Πάγκα Καμάρες 226 τ.μ. Τηλ. 288764. (Π.1936) <box>993 181 1158 217</box>
ad: ΠΩΛΕΙΤΑΙ αυτοκίνητο NISSAN GABAL. Τηλ. 251.901. (Π.1937) <box>993 222 1158 245</box>
ad: ΤΕΧΝΙΚΟ ΓΡΑΦΕΙΟ ζητά αρχιτέκτονα ή πολιτικό μηχανικό. Τηλ. 242454. (Ζ.498) <box>809 777 980 813</box>
